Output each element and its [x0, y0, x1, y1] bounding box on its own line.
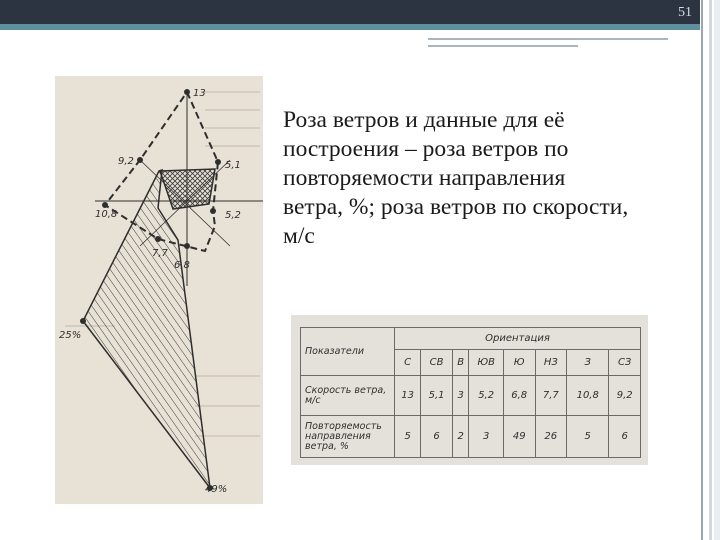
label-percent-left: 25% — [59, 330, 82, 341]
table-row — [301, 416, 641, 458]
data-table-scan — [291, 315, 648, 465]
table-cell: 6 — [421, 416, 453, 458]
table-cell: 9,2 — [609, 376, 641, 416]
page-number: 51 — [678, 5, 692, 20]
table-cell: 2 — [452, 416, 469, 458]
title-bar — [0, 0, 700, 24]
table-cell: 10,8 — [567, 376, 609, 416]
label-ne: 5,1 — [225, 160, 241, 171]
direction-cell: З — [567, 350, 609, 376]
table-row — [301, 376, 641, 416]
table-cell: 5 — [395, 416, 421, 458]
table-cell: 13 — [395, 376, 421, 416]
direction-cell: С — [395, 350, 421, 376]
wind-data-table — [300, 327, 641, 458]
right-border-line — [701, 0, 703, 540]
title-bar-accent — [0, 24, 700, 30]
right-border-line — [714, 0, 720, 540]
label-nw: 9,2 — [118, 156, 134, 167]
row-label: Повторяемость направления ветра, % — [301, 416, 395, 458]
table-cell: 26 — [535, 416, 567, 458]
label-w: 10,8 — [95, 209, 118, 220]
right-border-line — [709, 0, 712, 540]
table-cell: 6,8 — [503, 376, 535, 416]
decorative-rule — [428, 38, 668, 40]
direction-cell: Ю — [503, 350, 535, 376]
row-label: Скорость ветра, м/с — [301, 376, 395, 416]
slide-text-line: ветра, %; роза ветров по скорости, — [283, 194, 629, 220]
table-cell: 49 — [503, 416, 535, 458]
slide-text-line: м/с — [283, 223, 315, 249]
direction-cell: ЮВ — [469, 350, 504, 376]
indicators-header: Показатели — [301, 328, 395, 376]
direction-cell: СЗ — [609, 350, 641, 376]
label-s: 6,8 — [174, 260, 190, 271]
table-cell: 3 — [469, 416, 504, 458]
label-e: 5,2 — [225, 210, 241, 221]
slide-text-line: Роза ветров и данные для её — [283, 107, 565, 133]
table-cell: 5 — [567, 416, 609, 458]
table-cell: 7,7 — [535, 376, 567, 416]
wind-rose-figure — [55, 76, 263, 504]
table-cell: 6 — [609, 416, 641, 458]
table-cell: 5,1 — [421, 376, 453, 416]
slide-text-line: повторяемости направления — [283, 165, 566, 191]
direction-cell: СВ — [421, 350, 453, 376]
table-cell: 5,2 — [469, 376, 504, 416]
label-percent-bottom: 49% — [205, 484, 228, 495]
decorative-rule-short — [428, 45, 578, 47]
label-sw: 7,7 — [152, 248, 168, 259]
slide-text-line: построения – роза ветров по — [283, 136, 569, 162]
slide-text — [283, 106, 698, 251]
orientation-header: Ориентация — [395, 328, 641, 350]
direction-cell: В — [452, 350, 469, 376]
direction-cell: НЗ — [535, 350, 567, 376]
label-top: 13 — [193, 88, 206, 99]
table-cell: 3 — [452, 376, 469, 416]
